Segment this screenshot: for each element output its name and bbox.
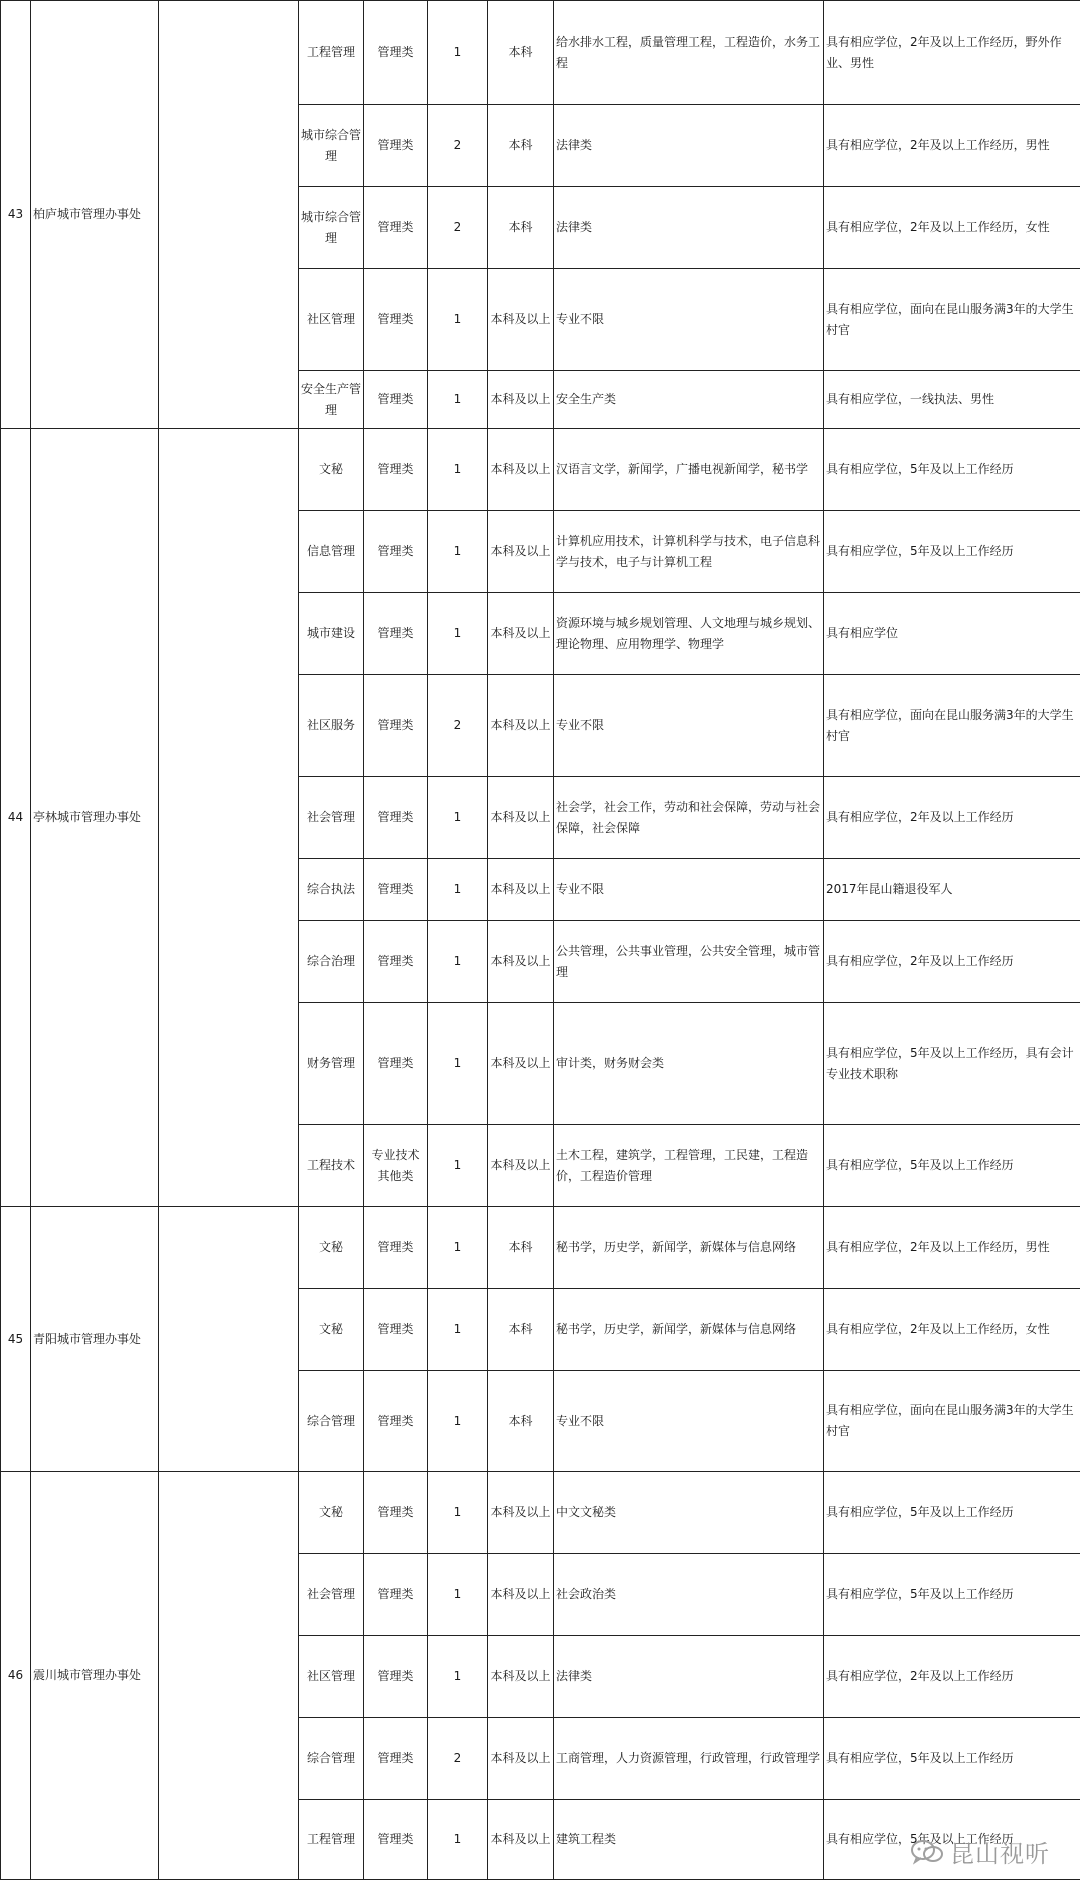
education: 本科及以上: [488, 429, 554, 511]
table-row: [1, 1207, 1080, 1289]
post-count: 1: [428, 593, 488, 675]
unit-number: 46: [1, 1472, 31, 1880]
requirements: 具有相应学位，5年及以上工作经历: [824, 511, 1080, 593]
watermark-text: 昆山视听: [950, 1834, 1050, 1869]
post-count: 1: [428, 371, 488, 429]
post-category: 管理类: [364, 921, 428, 1003]
post-category: 管理类: [364, 777, 428, 859]
post-count: 1: [428, 1800, 488, 1880]
education: 本科及以上: [488, 1472, 554, 1554]
requirements: 具有相应学位，2年及以上工作经历，男性: [824, 105, 1080, 187]
education: 本科: [488, 187, 554, 269]
post-category: 管理类: [364, 187, 428, 269]
table-row: [1, 1472, 1080, 1554]
education: 本科及以上: [488, 1718, 554, 1800]
education: 本科及以上: [488, 921, 554, 1003]
education: 本科: [488, 1371, 554, 1472]
post-name: 文秘: [299, 1289, 364, 1371]
requirements: 具有相应学位，面向在昆山服务满3年的大学生村官: [824, 675, 1080, 777]
unit-number: 44: [1, 429, 31, 1207]
post-category: 管理类: [364, 1472, 428, 1554]
major: 建筑工程类: [554, 1800, 824, 1880]
education: 本科及以上: [488, 371, 554, 429]
post-count: 1: [428, 429, 488, 511]
requirements: 具有相应学位，2年及以上工作经历，女性: [824, 1289, 1080, 1371]
post-name: 财务管理: [299, 1003, 364, 1125]
blank-column: [159, 1, 299, 429]
post-category: 管理类: [364, 675, 428, 777]
major: 专业不限: [554, 269, 824, 371]
post-category: 专业技术其他类: [364, 1125, 428, 1207]
post-name: 城市建设: [299, 593, 364, 675]
education: 本科: [488, 1, 554, 105]
post-category: 管理类: [364, 1, 428, 105]
post-category: 管理类: [364, 269, 428, 371]
major: 给水排水工程，质量管理工程，工程造价，水务工程: [554, 1, 824, 105]
requirements: 具有相应学位，5年及以上工作经历: [824, 1800, 1080, 1880]
post-category: 管理类: [364, 1371, 428, 1472]
requirements: 具有相应学位，5年及以上工作经历: [824, 1125, 1080, 1207]
education: 本科: [488, 105, 554, 187]
post-name: 社区服务: [299, 675, 364, 777]
post-category: 管理类: [364, 429, 428, 511]
post-count: 1: [428, 1371, 488, 1472]
education: 本科及以上: [488, 675, 554, 777]
post-category: 管理类: [364, 1636, 428, 1718]
post-count: 1: [428, 921, 488, 1003]
post-name: 文秘: [299, 429, 364, 511]
requirements: 具有相应学位，2年及以上工作经历，男性: [824, 1207, 1080, 1289]
post-count: 1: [428, 1289, 488, 1371]
post-name: 综合执法: [299, 859, 364, 921]
post-category: 管理类: [364, 511, 428, 593]
post-category: 管理类: [364, 1554, 428, 1636]
unit-name: 青阳城市管理办事处: [31, 1207, 159, 1472]
education: 本科及以上: [488, 269, 554, 371]
major: 秘书学，历史学，新闻学，新媒体与信息网络: [554, 1207, 824, 1289]
major: 安全生产类: [554, 371, 824, 429]
table-body: [1, 1, 1080, 1880]
requirements: 具有相应学位，5年及以上工作经历: [824, 1554, 1080, 1636]
major: 法律类: [554, 1636, 824, 1718]
wechat-bubble-icon: [910, 1839, 944, 1865]
requirements: 具有相应学位，5年及以上工作经历: [824, 1718, 1080, 1800]
education: 本科及以上: [488, 1003, 554, 1125]
post-name: 文秘: [299, 1207, 364, 1289]
post-count: 1: [428, 1003, 488, 1125]
education: 本科及以上: [488, 1800, 554, 1880]
post-category: 管理类: [364, 859, 428, 921]
major: 汉语言文学，新闻学，广播电视新闻学，秘书学: [554, 429, 824, 511]
post-name: 城市综合管理: [299, 187, 364, 269]
education: 本科及以上: [488, 777, 554, 859]
major: 专业不限: [554, 859, 824, 921]
major: 资源环境与城乡规划管理、人文地理与城乡规划、理论物理、应用物理学、物理学: [554, 593, 824, 675]
education: 本科: [488, 1207, 554, 1289]
education: 本科及以上: [488, 1125, 554, 1207]
major: 计算机应用技术，计算机科学与技术，电子信息科学与技术，电子与计算机工程: [554, 511, 824, 593]
post-name: 工程管理: [299, 1800, 364, 1880]
post-count: 1: [428, 1636, 488, 1718]
post-count: 1: [428, 1125, 488, 1207]
requirements: 具有相应学位，5年及以上工作经历: [824, 1472, 1080, 1554]
major: 社会政治类: [554, 1554, 824, 1636]
unit-name: 柏庐城市管理办事处: [31, 1, 159, 429]
unit-number: 45: [1, 1207, 31, 1472]
major: 专业不限: [554, 1371, 824, 1472]
post-name: 文秘: [299, 1472, 364, 1554]
post-name: 城市综合管理: [299, 105, 364, 187]
requirements: 具有相应学位，2年及以上工作经历: [824, 1636, 1080, 1718]
post-count: 1: [428, 1207, 488, 1289]
post-category: 管理类: [364, 371, 428, 429]
requirements: 2017年昆山籍退役军人: [824, 859, 1080, 921]
post-name: 信息管理: [299, 511, 364, 593]
major: 法律类: [554, 105, 824, 187]
table-row: [1, 429, 1080, 511]
requirements: 具有相应学位，一线执法、男性: [824, 371, 1080, 429]
blank-column: [159, 1472, 299, 1880]
post-category: 管理类: [364, 1289, 428, 1371]
post-name: 工程管理: [299, 1, 364, 105]
post-name: 安全生产管理: [299, 371, 364, 429]
table-row: [1, 1, 1080, 105]
education: 本科: [488, 1289, 554, 1371]
post-category: 管理类: [364, 1718, 428, 1800]
post-name: 社会管理: [299, 1554, 364, 1636]
unit-number: 43: [1, 1, 31, 429]
post-count: 2: [428, 675, 488, 777]
post-name: 社区管理: [299, 269, 364, 371]
education: 本科及以上: [488, 859, 554, 921]
post-count: 1: [428, 859, 488, 921]
education: 本科及以上: [488, 593, 554, 675]
post-count: 2: [428, 105, 488, 187]
post-count: 1: [428, 1472, 488, 1554]
major: 法律类: [554, 187, 824, 269]
major: 工商管理，人力资源管理，行政管理，行政管理学: [554, 1718, 824, 1800]
education: 本科及以上: [488, 1554, 554, 1636]
blank-column: [159, 1207, 299, 1472]
post-category: 管理类: [364, 593, 428, 675]
post-category: 管理类: [364, 1800, 428, 1880]
post-name: 综合治理: [299, 921, 364, 1003]
requirements: 具有相应学位，面向在昆山服务满3年的大学生村官: [824, 269, 1080, 371]
post-count: 1: [428, 511, 488, 593]
requirements: 具有相应学位，5年及以上工作经历，具有会计专业技术职称: [824, 1003, 1080, 1125]
unit-name: 震川城市管理办事处: [31, 1472, 159, 1880]
unit-name: 亭林城市管理办事处: [31, 429, 159, 1207]
post-name: 综合管理: [299, 1718, 364, 1800]
post-count: 2: [428, 1718, 488, 1800]
major: 秘书学，历史学，新闻学，新媒体与信息网络: [554, 1289, 824, 1371]
post-count: 1: [428, 1, 488, 105]
watermark: [910, 1834, 1050, 1869]
requirements: 具有相应学位，2年及以上工作经历: [824, 921, 1080, 1003]
requirements: 具有相应学位，2年及以上工作经历，野外作业、男性: [824, 1, 1080, 105]
major: 专业不限: [554, 675, 824, 777]
post-name: 工程技术: [299, 1125, 364, 1207]
post-count: 1: [428, 777, 488, 859]
post-count: 1: [428, 269, 488, 371]
post-name: 社会管理: [299, 777, 364, 859]
requirements: 具有相应学位，2年及以上工作经历，女性: [824, 187, 1080, 269]
requirements: 具有相应学位，面向在昆山服务满3年的大学生村官: [824, 1371, 1080, 1472]
major: 公共管理，公共事业管理，公共安全管理，城市管理: [554, 921, 824, 1003]
major: 中文文秘类: [554, 1472, 824, 1554]
post-category: 管理类: [364, 1003, 428, 1125]
post-count: 2: [428, 187, 488, 269]
post-category: 管理类: [364, 105, 428, 187]
requirements: 具有相应学位，5年及以上工作经历: [824, 429, 1080, 511]
major: 审计类，财务财会类: [554, 1003, 824, 1125]
post-name: 综合管理: [299, 1371, 364, 1472]
blank-column: [159, 429, 299, 1207]
post-name: 社区管理: [299, 1636, 364, 1718]
education: 本科及以上: [488, 1636, 554, 1718]
major: 土木工程，建筑学，工程管理，工民建，工程造价，工程造价管理: [554, 1125, 824, 1207]
education: 本科及以上: [488, 511, 554, 593]
post-count: 1: [428, 1554, 488, 1636]
requirements: 具有相应学位，2年及以上工作经历: [824, 777, 1080, 859]
post-category: 管理类: [364, 1207, 428, 1289]
requirements: 具有相应学位: [824, 593, 1080, 675]
major: 社会学，社会工作，劳动和社会保障，劳动与社会保障，社会保障: [554, 777, 824, 859]
